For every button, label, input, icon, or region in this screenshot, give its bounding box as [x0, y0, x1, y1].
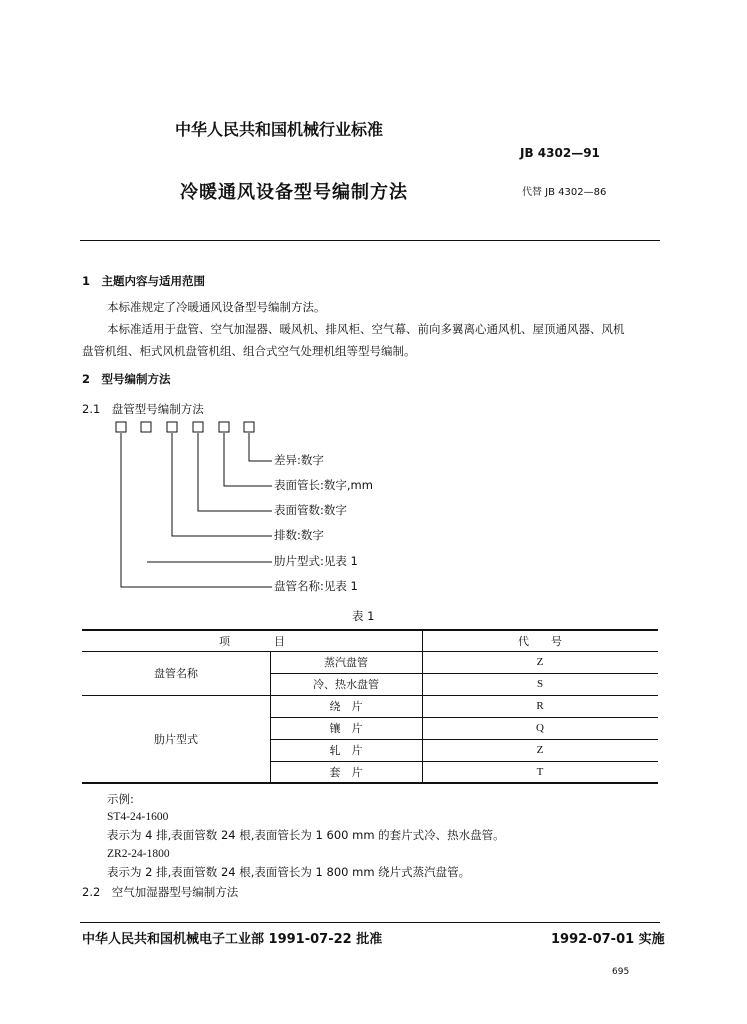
table-cell-item: 套 片 [329, 765, 363, 779]
diagram-label: 盘管名称:见表 1 [274, 579, 358, 593]
example-description: 表示为 2 排,表面管数 24 根,表面管长为 1 800 mm 绕片式蒸汽盘管。 [107, 865, 471, 879]
table-cell-code: T [536, 765, 544, 778]
table-group-name: 盘管名称 [154, 667, 198, 680]
paragraph: 本标准适用于盘管、空气加湿器、暖风机、排风柜、空气幕、前向多翼离心通风机、屋顶通风器、风机 [107, 322, 625, 336]
standard-number: JB 4302—91 [520, 146, 600, 160]
table-cell-item: 绕 片 [329, 700, 363, 713]
subsection-2-1-heading: 2.1 盘管型号编制方法 [82, 402, 204, 416]
diagram-label: 差异:数字 [274, 453, 324, 467]
subsection-2-2-heading: 2.2 空气加湿器型号编制方法 [82, 885, 239, 899]
code-box [244, 422, 254, 432]
code-box [116, 422, 126, 432]
example-description: 表示为 4 排,表面管数 24 根,表面管长为 1 600 mm 的套片式冷、热水盘管。 [107, 828, 505, 842]
section-2-heading: 2 型号编制方法 [82, 372, 171, 386]
example-label: 示例: [107, 792, 134, 806]
table-header-item: 项 目 [219, 634, 285, 648]
diagram-label: 表面管数:数字 [274, 503, 347, 517]
table-cell-code: S [536, 678, 544, 690]
diagram-label: 肋片型式:见表 1 [274, 554, 358, 568]
page-number: 695 [612, 967, 630, 977]
example-code: ST4-24-1600 [107, 811, 169, 823]
org-title: 中华人民共和国机械行业标准 [175, 120, 384, 139]
example-code: ZR2-24-1800 [107, 848, 170, 860]
table-cell-code: Z [536, 656, 544, 668]
table-header-code: 代 号 [518, 634, 562, 648]
table-cell-code: R [536, 700, 544, 712]
table-cell-code: Z [536, 744, 544, 756]
diagram-label: 表面管长:数字,mm [274, 478, 373, 492]
table-cell-item: 镶 片 [329, 722, 363, 735]
code-box [219, 422, 229, 432]
code-box [193, 422, 203, 432]
section-1-heading: 1 主题内容与适用范围 [82, 274, 206, 288]
effective-date: 1992-07-01 实施 [551, 932, 665, 947]
table-cell-item: 轧 片 [329, 744, 363, 757]
table-group-name: 肋片型式 [154, 732, 198, 746]
code-box [167, 422, 177, 432]
replaces-note: 代替 JB 4302—86 [522, 187, 607, 198]
code-box [141, 422, 151, 432]
table-cell-code: Q [536, 722, 544, 734]
approval-note: 中华人民共和国机械电子工业部 1991-07-22 批准 [82, 932, 383, 947]
table-caption: 表 1 [352, 609, 375, 623]
paragraph: 盘管机组、柜式风机盘管机组、组合式空气处理机组等型号编制。 [82, 344, 416, 358]
paragraph: 本标准规定了冷暖通风设备型号编制方法。 [107, 300, 326, 314]
table-cell-item: 蒸汽盘管 [324, 656, 368, 669]
document-title: 冷暖通风设备型号编制方法 [180, 182, 408, 203]
footer-rule [80, 922, 660, 923]
diagram-label: 排数:数字 [274, 528, 324, 542]
table-cell-item: 冷、热水盘管 [313, 678, 379, 691]
